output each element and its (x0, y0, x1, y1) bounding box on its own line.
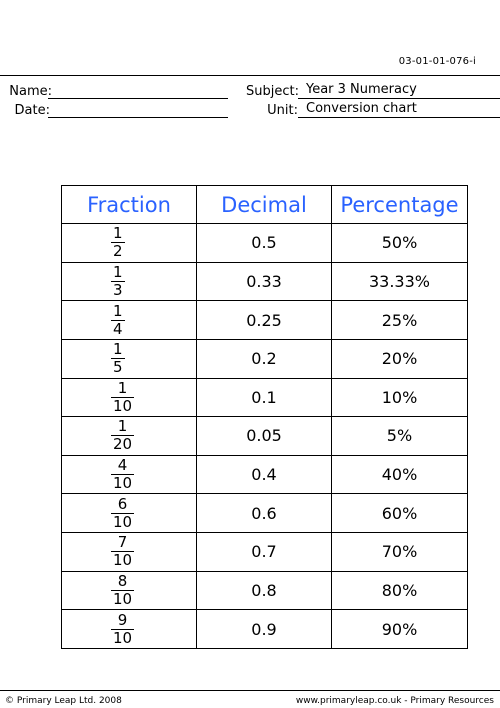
denominator: 10 (113, 589, 133, 608)
decimal-cell: 0.25 (197, 301, 332, 340)
site-credit: www.primaryleap.co.uk - Primary Resources (295, 696, 494, 706)
decimal-cell: 0.9 (197, 610, 332, 649)
denominator: 3 (113, 280, 123, 299)
fraction (113, 226, 123, 259)
table-row (62, 417, 468, 456)
percentage-cell: 50% (332, 224, 468, 263)
fraction (113, 301, 123, 338)
table-row (62, 301, 468, 340)
table-row (62, 262, 468, 301)
fraction-cell (62, 571, 197, 610)
decimal-cell: 0.7 (197, 533, 332, 572)
table-row (62, 224, 468, 263)
fraction-cell (62, 262, 197, 301)
table-row (62, 533, 468, 572)
fraction (113, 458, 132, 491)
name-field[interactable] (48, 98, 228, 99)
fraction (113, 342, 123, 375)
conversion-chart (61, 185, 468, 649)
decimal-cell: 0.2 (197, 339, 332, 378)
percentage-cell: 33.33% (332, 262, 468, 301)
numerator: 1 (113, 262, 123, 281)
numerator: 1 (113, 301, 123, 320)
denominator: 4 (113, 319, 123, 338)
numerator: 6 (117, 494, 128, 513)
decimal-cell: 0.1 (197, 378, 332, 417)
percentage-cell: 5% (332, 417, 468, 456)
decimal-cell: 0.05 (197, 417, 332, 456)
header-top-rule (0, 75, 500, 76)
denominator: 10 (113, 474, 133, 493)
numerator: 8 (117, 571, 128, 590)
denominator: 10 (113, 512, 133, 531)
numerator: 1 (117, 378, 128, 397)
fraction-cell (62, 533, 197, 572)
percentage-cell: 20% (332, 339, 468, 378)
table-row (62, 378, 468, 417)
fraction (113, 535, 132, 568)
fraction (113, 610, 133, 647)
fraction (113, 378, 133, 415)
decimal-cell: 0.33 (197, 262, 332, 301)
fraction-cell (62, 224, 197, 263)
table-row (62, 610, 468, 649)
denominator: 10 (113, 396, 133, 415)
footer-rule (0, 690, 500, 691)
percentage-cell: 60% (332, 494, 468, 533)
denominator: 10 (113, 628, 133, 647)
percentage-cell: 10% (332, 378, 468, 417)
percentage-cell: 80% (332, 571, 468, 610)
denominator: 2 (113, 242, 123, 261)
percentage-cell: 25% (332, 301, 468, 340)
date-field[interactable] (48, 117, 228, 118)
unit-field[interactable]: Conversion chart (298, 117, 500, 118)
fraction (113, 419, 132, 452)
table-row (62, 455, 468, 494)
numerator: 9 (117, 610, 128, 629)
table-row (62, 339, 468, 378)
percentage-cell: 40% (332, 455, 468, 494)
header-fraction: Fraction (62, 186, 197, 224)
fraction-cell (62, 455, 197, 494)
worksheet-code: 03-01-01-076-i (398, 56, 476, 67)
decimal-cell: 0.8 (197, 571, 332, 610)
numerator: 7 (117, 533, 128, 552)
numerator: 1 (117, 417, 128, 436)
fraction-cell (62, 339, 197, 378)
decimal-cell: 0.5 (197, 224, 332, 263)
fraction (113, 571, 133, 608)
numerator: 1 (113, 340, 123, 359)
numerator: 1 (113, 224, 123, 243)
denominator: 5 (113, 358, 123, 377)
table-row (62, 571, 468, 610)
header-percentage: Percentage (332, 186, 468, 224)
fraction-cell (62, 417, 197, 456)
denominator: 20 (113, 435, 133, 454)
header-row (62, 186, 468, 224)
subject-field[interactable]: Year 3 Numeracy (298, 98, 500, 99)
header-decimal: Decimal (197, 186, 332, 224)
fraction-cell (62, 378, 197, 417)
fraction-cell (62, 301, 197, 340)
fraction-cell (62, 610, 197, 649)
numerator: 4 (117, 456, 128, 475)
table-row (62, 494, 468, 533)
fraction (113, 494, 133, 531)
decimal-cell: 0.4 (197, 455, 332, 494)
denominator: 10 (113, 551, 133, 570)
decimal-cell: 0.6 (197, 494, 332, 533)
fraction (113, 262, 123, 299)
fraction-cell (62, 494, 197, 533)
copyright-text: © Primary Leap Ltd. 2008 (5, 696, 122, 706)
percentage-cell: 70% (332, 533, 468, 572)
percentage-cell: 90% (332, 610, 468, 649)
